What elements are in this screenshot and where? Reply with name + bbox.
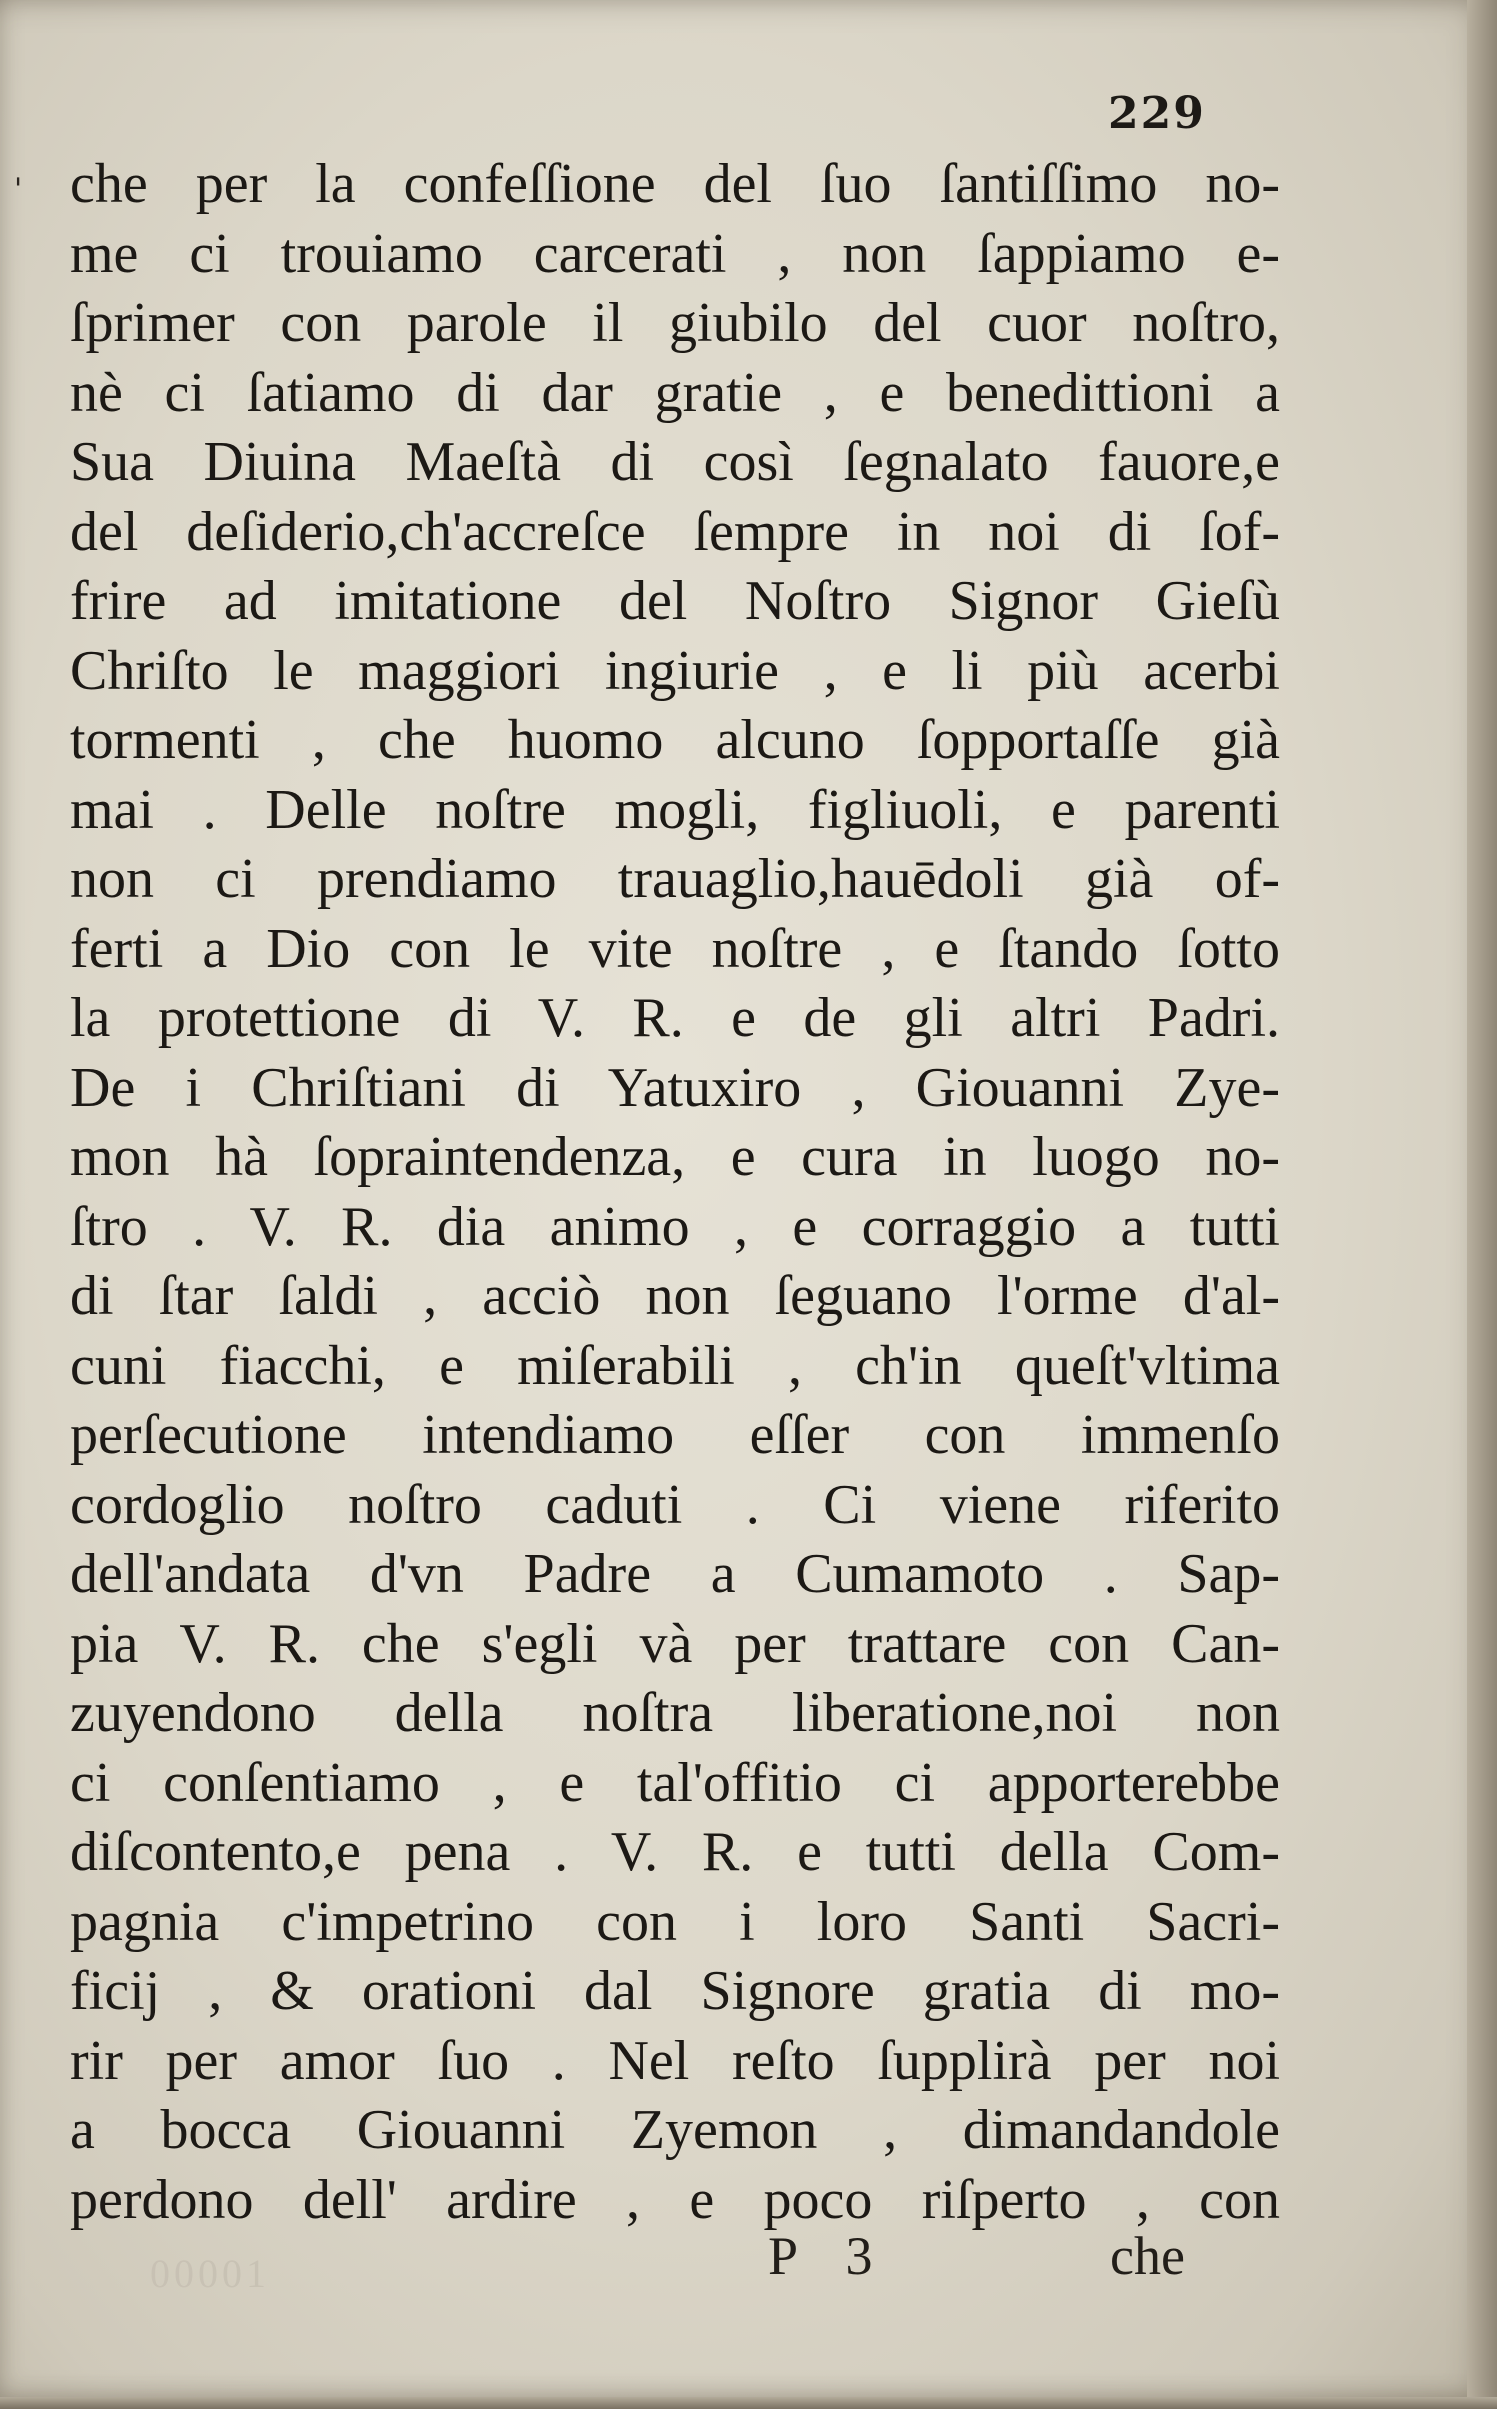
bleed-through-stamp: 00001: [150, 2251, 270, 2296]
text-line: ſtro . V. R. dia animo , e corraggio a tutti: [70, 1195, 1280, 1258]
page-footer: [0, 2225, 1497, 2295]
text-line: ferti a Dio con le vite noſtre , e ſtando ſotto: [70, 917, 1280, 980]
text-line: tormenti , che huomo alcuno ſopportaſſe già: [70, 709, 1280, 771]
text-line: cordoglio noſtro caduti . Ci viene riferito: [70, 1473, 1280, 1536]
text-line: diſcontento,e pena . V. R. e tutti della Com-: [70, 1821, 1280, 1883]
page-edge-bottom: [0, 2397, 1497, 2409]
text-line: Chriſto le maggiori ingiurie , e li più acerbi: [70, 639, 1280, 702]
text-line: cuni fiacchi, e miſerabili , ch'in queſt'vltima: [70, 1334, 1280, 1397]
text-line: dell'andata d'vn Padre a Cumamoto . Sap-: [70, 1543, 1280, 1605]
text-line: perſecutione intendiamo eſſer con immenſo: [70, 1404, 1280, 1466]
text-line: ci conſentiamo , e tal'offitio ci apporterebbe: [70, 1751, 1280, 1814]
page-number: 229: [1108, 88, 1206, 139]
text-line: che per la confeſſione del ſuo ſantiſſimo no-: [70, 153, 1280, 215]
page-edge-right: [1467, 0, 1497, 2409]
text-line: pagnia c'impetrino con i loro Santi Sacri-: [70, 1890, 1280, 1953]
text-line: zuyendono della noſtra liberatione,noi non: [70, 1682, 1280, 1744]
text-line: nè ci ſatiamo di dar gratie , e benedittioni a: [70, 361, 1280, 424]
text-line: pia V. R. che s'egli và per trattare con Can-: [70, 1612, 1280, 1675]
text-line: mon hà ſopraintendenza, e cura in luogo no-: [70, 1126, 1280, 1188]
text-line: ſprimer con parole il giubilo del cuor noſtro,: [70, 292, 1280, 354]
text-line: del deſiderio,ch'accreſce ſempre in noi di ſof-: [70, 500, 1280, 563]
text-line: Sua Diuina Maeſtà di così ſegnalato fauore,e: [70, 431, 1280, 493]
text-line: rir per amor ſuo . Nel reſto ſupplirà per noi: [70, 2029, 1280, 2092]
text-line: De i Chriſtiani di Yatuxiro , Giouanni Zye-: [70, 1056, 1280, 1119]
text-line: non ci prendiamo trauaglio,hauēdoli già of-: [70, 848, 1280, 910]
text-line: la protettione di V. R. e de gli altri Padri.: [70, 987, 1280, 1049]
text-line: mai . Delle noſtre mogli, figliuoli, e parenti: [70, 778, 1280, 841]
text-line: a bocca Giouanni Zyemon , dimandandole: [70, 2099, 1280, 2161]
text-line: frire ad imitatione del Noſtro Signor Gieſù: [70, 570, 1280, 632]
body-text: [70, 150, 1280, 2235]
text-line: ficij , & orationi dal Signore gratia di mo-: [70, 1960, 1280, 2022]
text-line: di ſtar ſaldi , acciò non ſeguano l'orme d'al-: [70, 1265, 1280, 1327]
catchword: che: [1110, 2226, 1185, 2286]
text-line: perdono dell' ardire , e poco riſperto , con: [70, 2168, 1280, 2231]
signature-mark: P 3: [768, 2226, 891, 2286]
text-line: me ci trouiamo carcerati , non ſappiamo e-: [70, 222, 1280, 285]
margin-mark: ': [14, 172, 23, 207]
